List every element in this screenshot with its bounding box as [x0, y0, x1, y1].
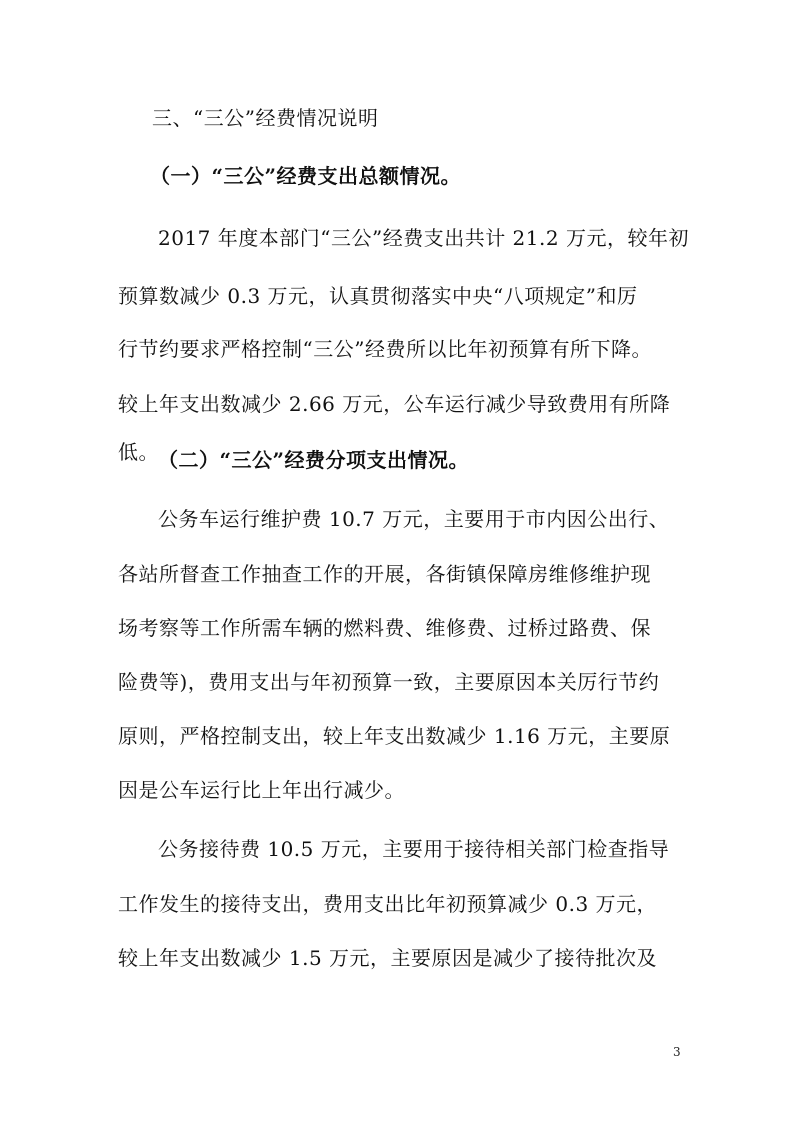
paragraph-line: 公务车运行维护费 10.7 万元，主要用于市内因公出行、 [158, 507, 670, 531]
paragraph-line: 公务接待费 10.5 万元，主要用于接待相关部门检查指导 [158, 837, 670, 861]
page-number: 3 [673, 1045, 681, 1059]
paragraph-line: 原则，严格控制支出，较上年支出数减少 1.16 万元，主要原 [118, 724, 671, 748]
paragraph-line: 险费等)，费用支出与年初预算一致，主要原因本关厉行节约 [118, 670, 660, 694]
paragraph-line: 工作发生的接待支出，费用支出比年初预算减少 0.3 万元， [118, 892, 658, 916]
paragraph-line: 较上年支出数减少 2.66 万元，公车运行减少导致费用有所降 [118, 392, 671, 416]
paragraph-line: 2017 年度本部门“三公”经费支出共计 21.2 万元，较年初 [158, 226, 689, 250]
subsection-2-title: （二）“三公”经费分项支出情况。 [158, 448, 470, 472]
paragraph-line: 各站所督查工作抽查工作的开展，各街镇保障房维修维护现 [118, 562, 651, 586]
paragraph-line: 场考察等工作所需车辆的燃料费、维修费、过桥过路费、保 [118, 616, 651, 640]
paragraph-line: 行节约要求严格控制“三公”经费所以比年初预算有所下降。 [118, 337, 652, 361]
section-title: 三、“三公”经费情况说明 [152, 106, 379, 130]
paragraph-line: 较上年支出数减少 1.5 万元，主要原因是减少了接待批次及 [118, 946, 658, 970]
paragraph-line: 因是公车运行比上年出行减少。 [118, 778, 405, 802]
paragraph-line: 预算数减少 0.3 万元，认真贯彻落实中央“八项规定”和厉 [118, 284, 638, 308]
paragraph-line: 低。 [118, 440, 159, 464]
subsection-1-title: （一）“三公”经费支出总额情况。 [150, 164, 462, 188]
